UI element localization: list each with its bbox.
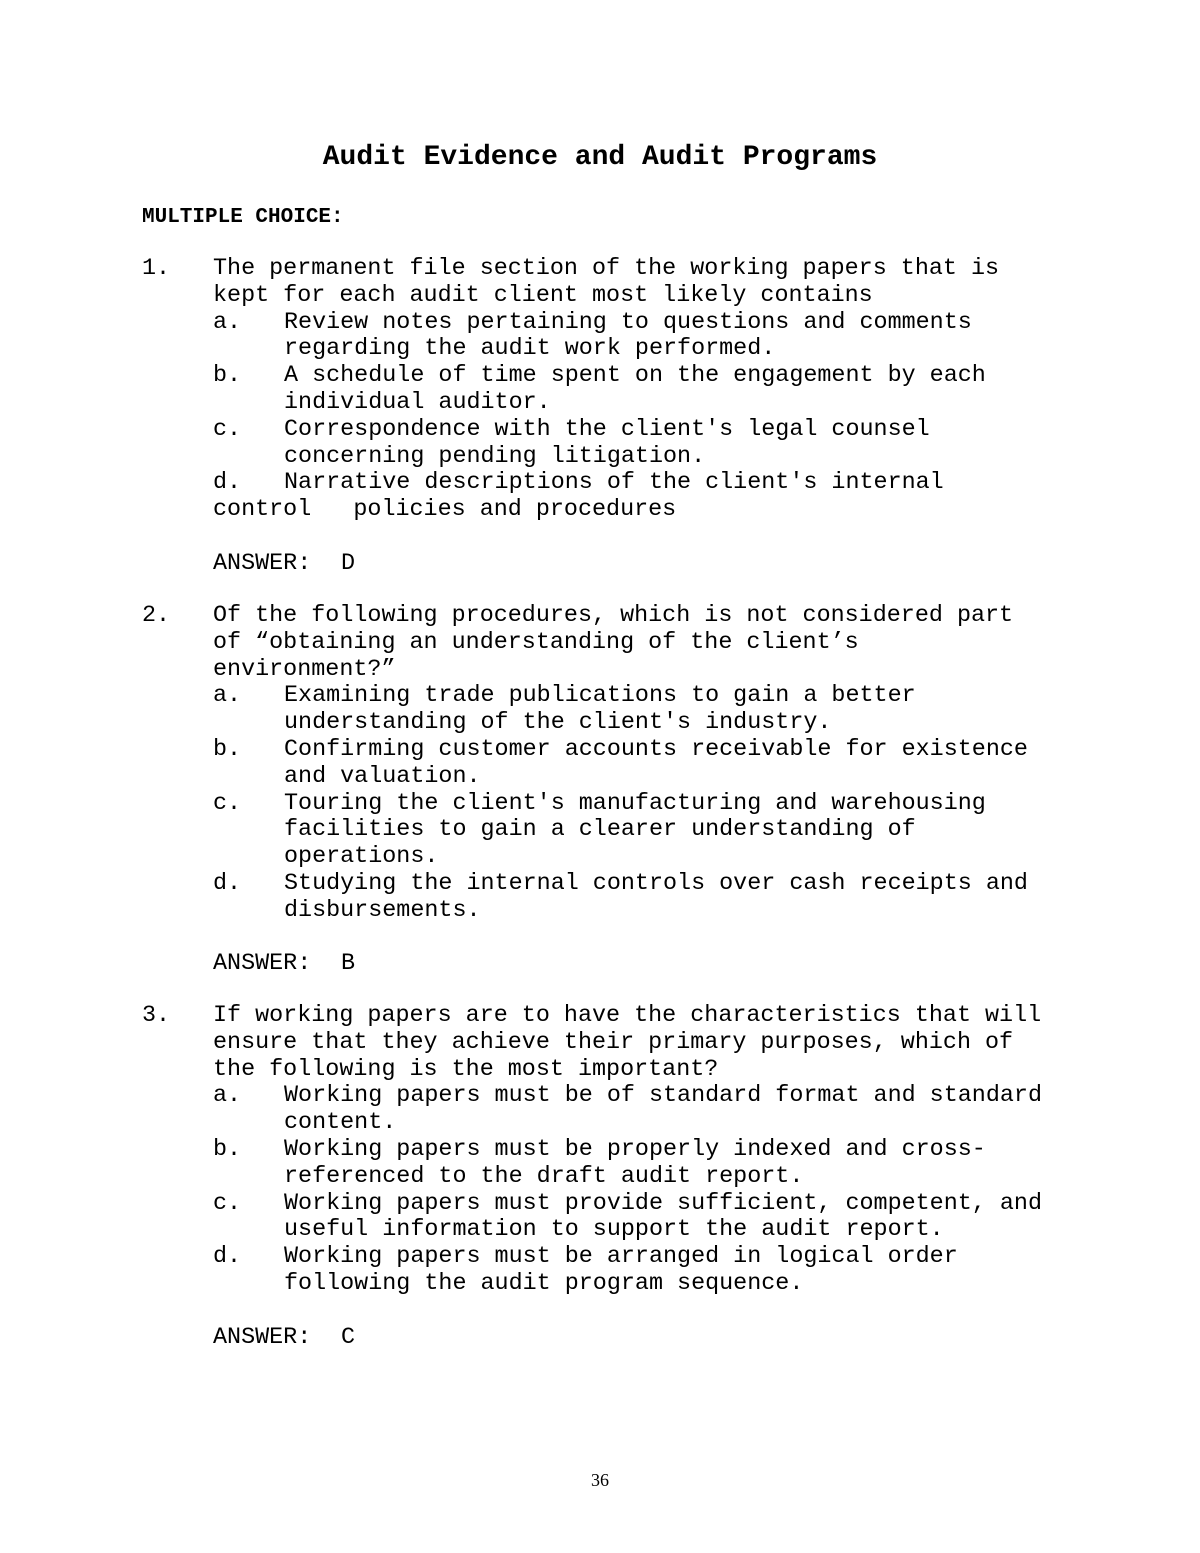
option-b: b. A schedule of time spent on the engagement by each <box>213 363 986 390</box>
option-a: a. Working papers must be of standard format and standard <box>213 1083 1042 1110</box>
option-c: c. Touring the client's manufacturing and warehousing <box>213 790 986 817</box>
option-b: b. Working papers must be properly indexed and cross- <box>213 1136 986 1163</box>
question-stem-line: 2. Of the following procedures, which is not considered part <box>142 603 1014 629</box>
option-c-continued: concerning pending litigation. <box>284 443 706 470</box>
option-a-continued: content. <box>284 1110 397 1137</box>
question-stem-line: environment?” <box>213 656 396 683</box>
answer-value: B <box>341 951 356 978</box>
question-stem-line: ensure that they achieve their primary purposes, which of <box>213 1029 1014 1056</box>
option-d: d. Narrative descriptions of the client's internal <box>213 470 944 497</box>
question-stem-line: 1. The permanent file section of the working papers that is <box>142 256 1000 282</box>
question-2 <box>142 603 1142 978</box>
answer-label: ANSWER: <box>213 550 312 577</box>
option-b-continued: individual auditor. <box>284 389 551 416</box>
option-a-continued: understanding of the client's industry. <box>284 710 832 737</box>
page-title: Audit Evidence and Audit Programs <box>322 142 878 173</box>
option-b-continued: and valuation. <box>284 763 481 790</box>
option-b: b. Confirming customer accounts receivable for existence <box>213 736 1028 763</box>
option-d: d. Working papers must be arranged in logical order <box>213 1244 958 1271</box>
answer-label: ANSWER: <box>213 951 312 978</box>
answer-line <box>142 1325 1142 1352</box>
answer-line <box>142 951 1142 978</box>
question-number: 1. <box>142 256 171 282</box>
answer-value: C <box>341 1324 356 1351</box>
question-stem-line: 3. If working papers are to have the characteristics that will <box>142 1003 1042 1029</box>
answer-value: D <box>341 550 356 577</box>
option-c-continued: useful information to support the audit report. <box>284 1217 944 1244</box>
question-number: 2. <box>142 603 171 629</box>
option-c: c. Working papers must provide sufficient, competent, and <box>213 1190 1042 1217</box>
section-label: MULTIPLE CHOICE: <box>142 206 344 229</box>
option-c-continued: facilities to gain a clearer understanding of <box>284 817 916 844</box>
option-d: d. Studying the internal controls over cash receipts and <box>213 870 1028 897</box>
question-stem-line: of “obtaining an understanding of the client’s <box>213 629 859 656</box>
option-d-continued: following the audit program sequence. <box>284 1270 804 1297</box>
option-a: a. Examining trade publications to gain a better <box>213 683 916 710</box>
page-number: 36 <box>591 1470 609 1490</box>
option-c: c. Correspondence with the client's legal counsel <box>213 416 930 443</box>
option-a-continued: regarding the audit work performed. <box>284 336 776 363</box>
answer-label: ANSWER: <box>213 1324 312 1351</box>
question-stem-line: the following is the most important? <box>213 1056 719 1083</box>
question-3 <box>142 1003 1142 1351</box>
option-b-continued: referenced to the draft audit report. <box>284 1163 804 1190</box>
option-c-continued: operations. <box>284 844 439 871</box>
option-a: a. Review notes pertaining to questions and comments <box>213 309 972 336</box>
question-number: 3. <box>142 1003 171 1029</box>
answer-line <box>142 551 1142 578</box>
question-stem-line: kept for each audit client most likely contains <box>213 282 873 309</box>
option-d-continued: control policies and procedures <box>213 497 677 524</box>
option-d-continued: disbursements. <box>284 897 481 924</box>
question-1 <box>142 256 1142 578</box>
